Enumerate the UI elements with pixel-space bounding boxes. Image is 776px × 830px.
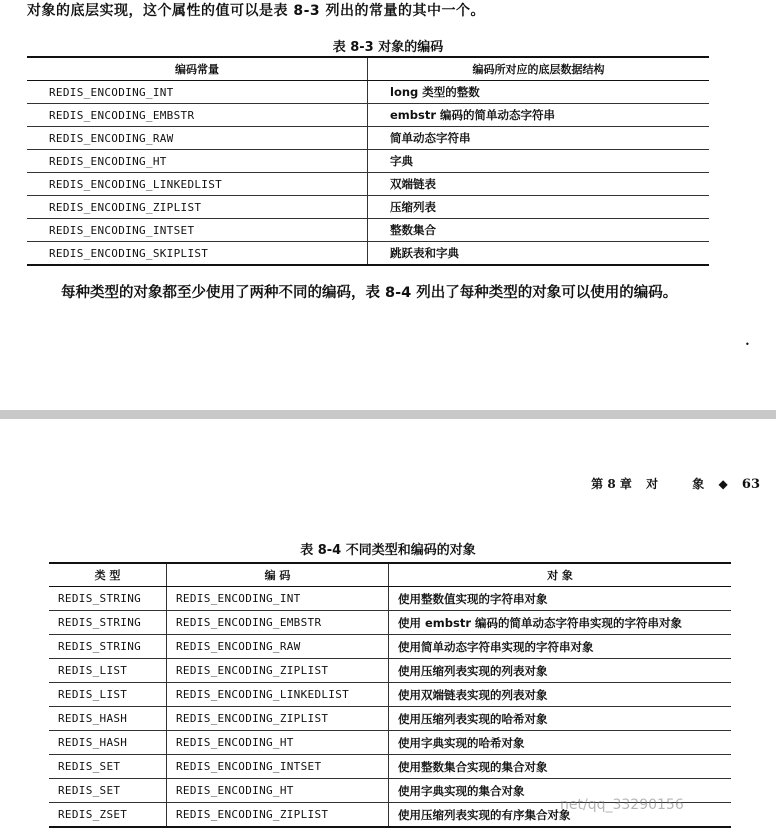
type-cell: REDIS_LIST [49,683,167,707]
object-cell: 使用字典实现的集合对象 [389,779,732,803]
object-cell: 使用 embstr 编码的简单动态字符串实现的字符串对象 [389,611,732,635]
object-cell: 使用整数集合实现的集合对象 [389,755,732,779]
object-cell: 使用整数值实现的字符串对象 [389,587,732,611]
chapter-title-char-2: 象 [692,477,705,491]
table-header-row [49,563,731,587]
data-structure-cell: embstr 编码的简单动态字符串 [368,104,710,127]
body-paragraph: 每种类型的对象都至少使用了两种不同的编码，表 8-4 列出了每种类型的对象可以使用的编码。 [61,285,678,301]
watermark: net/qq_33290156 [560,797,684,813]
object-cell: 使用压缩列表实现的有序集合对象 [389,803,732,828]
chapter-label: 第 8 章 [591,477,632,491]
table-row [49,707,731,731]
type-cell: REDIS_HASH [49,731,167,755]
table-row [49,731,731,755]
book-page-bottom [0,419,776,830]
type-cell: REDIS_SET [49,779,167,803]
header-data-structure: 编码所对应的底层数据结构 [368,57,710,81]
intro-line: 对象的底层实现，这个属性的值可以是表 8-3 列出的常量的其中一个。 [27,3,486,19]
type-cell: REDIS_SET [49,755,167,779]
encoding-constant-cell: REDIS_ENCODING_SKIPLIST [27,242,368,266]
table-row [49,587,731,611]
type-cell: REDIS_STRING [49,611,167,635]
header-object: 对 象 [389,563,732,587]
encoding-constant-cell: REDIS_ENCODING_HT [27,150,368,173]
diamond-bullet-icon: ◆ [718,477,728,491]
encoding-cell: REDIS_ENCODING_ZIPLIST [167,707,389,731]
encoding-cell: REDIS_ENCODING_INT [167,587,389,611]
encoding-cell: REDIS_ENCODING_ZIPLIST [167,803,389,828]
type-cell: REDIS_LIST [49,659,167,683]
table-row [49,635,731,659]
table-row [27,127,709,150]
table-row [27,196,709,219]
table-row [49,683,731,707]
table-row [27,242,709,266]
encoding-cell: REDIS_ENCODING_INTSET [167,755,389,779]
encoding-constants-table [27,56,709,266]
encoding-constant-cell: REDIS_ENCODING_ZIPLIST [27,196,368,219]
stray-dot: • [745,340,750,349]
header-encoding-constant: 编码常量 [27,57,368,81]
encoding-cell: REDIS_ENCODING_RAW [167,635,389,659]
data-structure-cell: 整数集合 [368,219,710,242]
object-cell: 使用简单动态字符串实现的字符串对象 [389,635,732,659]
header-encoding: 编 码 [167,563,389,587]
encoding-constant-cell: REDIS_ENCODING_RAW [27,127,368,150]
table-row [27,104,709,127]
type-cell: REDIS_STRING [49,587,167,611]
book-page-top [0,0,776,410]
encoding-constant-cell: REDIS_ENCODING_INTSET [27,219,368,242]
data-structure-cell: 跳跃表和字典 [368,242,710,266]
type-cell: REDIS_ZSET [49,803,167,828]
table-row [49,755,731,779]
data-structure-cell: 双端链表 [368,173,710,196]
type-cell: REDIS_STRING [49,635,167,659]
table-header-row [27,57,709,81]
object-cell: 使用字典实现的哈希对象 [389,731,732,755]
table-row [49,611,731,635]
encoding-cell: REDIS_ENCODING_HT [167,779,389,803]
table-8-3-caption: 表 8-3 对象的编码 [332,40,444,55]
encoding-constant-cell: REDIS_ENCODING_INT [27,81,368,104]
data-structure-cell: 字典 [368,150,710,173]
encoding-constant-cell: REDIS_ENCODING_EMBSTR [27,104,368,127]
encoding-cell: REDIS_ENCODING_ZIPLIST [167,659,389,683]
encoding-constant-cell: REDIS_ENCODING_LINKEDLIST [27,173,368,196]
data-structure-cell: 压缩列表 [368,196,710,219]
table-row [27,81,709,104]
table-row [27,173,709,196]
page-separator [0,410,776,419]
object-cell: 使用压缩列表实现的哈希对象 [389,707,732,731]
table-row [27,150,709,173]
encoding-cell: REDIS_ENCODING_LINKEDLIST [167,683,389,707]
table-row [49,659,731,683]
encoding-cell: REDIS_ENCODING_HT [167,731,389,755]
data-structure-cell: long 类型的整数 [368,81,710,104]
running-head [581,475,760,492]
header-type: 类 型 [49,563,167,587]
encoding-cell: REDIS_ENCODING_EMBSTR [167,611,389,635]
type-cell: REDIS_HASH [49,707,167,731]
object-cell: 使用压缩列表实现的列表对象 [389,659,732,683]
object-cell: 使用双端链表实现的列表对象 [389,683,732,707]
table-8-4-caption: 表 8-4 不同类型和编码的对象 [300,543,476,558]
data-structure-cell: 简单动态字符串 [368,127,710,150]
chapter-title-char-1: 对 [646,477,659,491]
table-row [27,219,709,242]
page-number: 63 [741,477,760,492]
type-encoding-table [49,562,731,828]
